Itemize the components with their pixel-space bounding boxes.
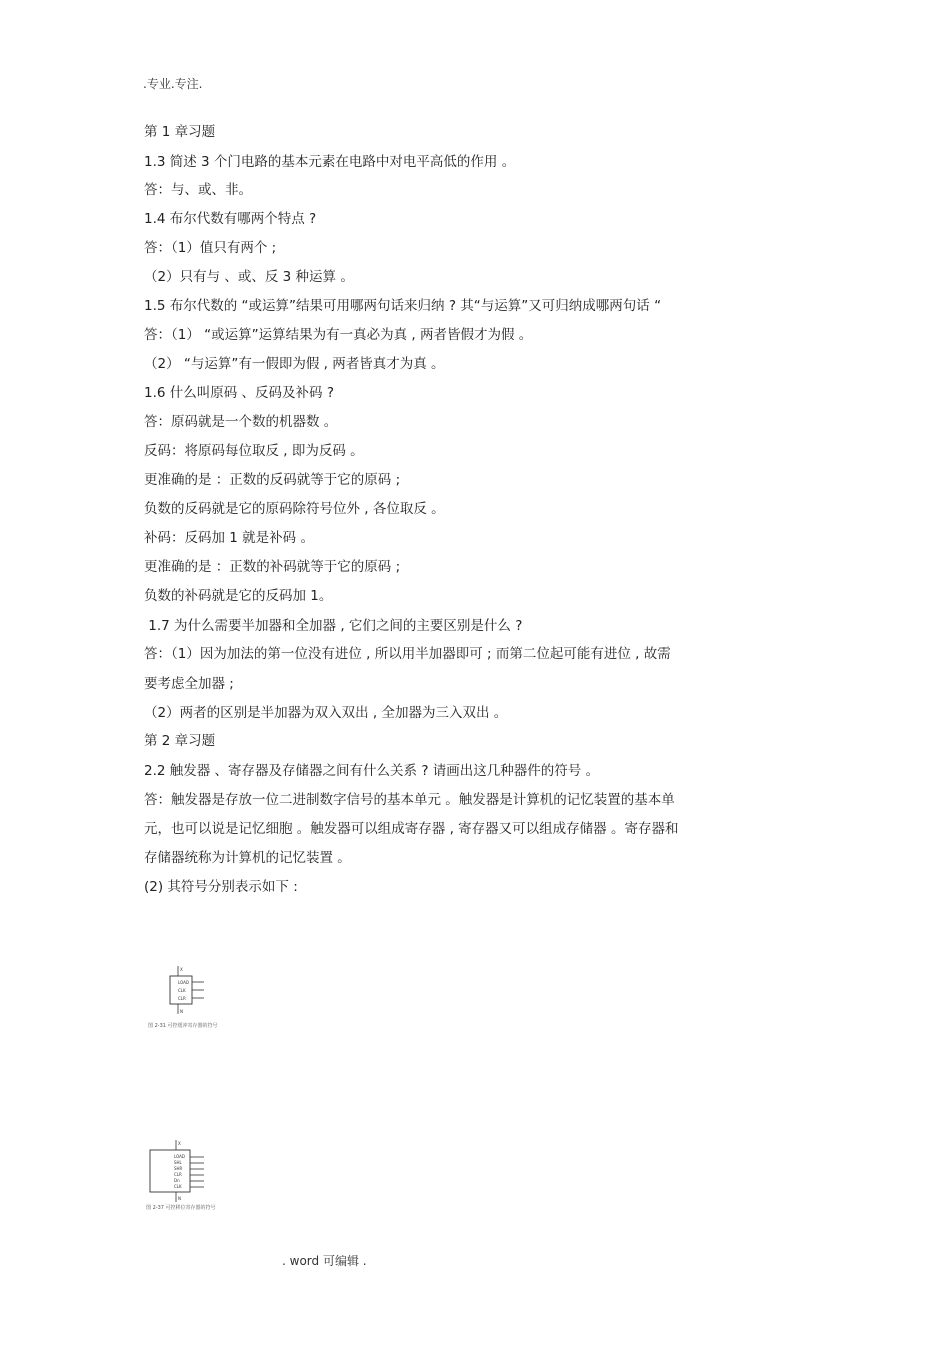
answer-1-3: 答：与、或、非。 [144, 182, 252, 198]
answer-1-5-part-2: （2） “与运算”有一假即为假 , 两者皆真才为真 。 [144, 356, 445, 372]
pin-label: N [180, 1009, 183, 1014]
page-header: .专业.专注. [143, 77, 203, 91]
answer-1-5-part-1: 答：（1） “或运算”运算结果为有一真必为真 , 两者皆假才为假 。 [144, 327, 533, 343]
answer-2-2-line-3: 存储器统称为计算机的记忆装置 。 [144, 850, 351, 866]
answer-1-7-line-1: 答：（1）因为加法的第一位没有进位 , 所以用半加器即可 ; 而第二位起可能有进位 , 故需 [144, 646, 671, 662]
answer-1-6-line-2: 反码：将原码每位取反 , 即为反码 。 [144, 443, 364, 459]
chapter-1-heading: 第 1 章习题 [144, 124, 216, 140]
signal-label: CLR [178, 996, 186, 1001]
answer-1-4-part-2: （2）只有与 、或、反 3 种运算 。 [144, 269, 354, 285]
question-1-7: 1.7 为什么需要半加器和全加器 , 它们之间的主要区别是什么 ? [144, 618, 523, 634]
page-footer: . word 可编辑 . [282, 1254, 367, 1268]
pin-label: X [180, 967, 183, 972]
signal-label: SHR [174, 1166, 183, 1171]
symbols-intro: (2) 其符号分别表示如下 : [144, 879, 298, 895]
shift-register-symbol [146, 1140, 210, 1202]
answer-1-6-line-4: 负数的反码就是它的原码除符号位外 , 各位取反 。 [144, 501, 445, 517]
figure-caption: 图 2-31 可控缓冲寄存器的符号 [148, 1023, 218, 1029]
signal-label: Dn [174, 1178, 180, 1183]
figure-caption: 图 2-37 可控移位寄存器的符号 [146, 1205, 216, 1211]
signal-label: LOAD [178, 980, 189, 985]
signal-label: CLK [174, 1184, 182, 1189]
chapter-2-heading: 第 2 章习题 [144, 733, 216, 749]
answer-2-2-line-2: 元，也可以说是记忆细胞 。触发器可以组成寄存器 , 寄存器又可以组成存储器 。寄存器和 [144, 821, 679, 837]
pin-label: X [178, 1141, 181, 1146]
answer-1-6-line-1: 答：原码就是一个数的机器数 。 [144, 414, 338, 430]
signal-label: CLK [178, 988, 186, 993]
answer-1-7-line-2: 要考虑全加器 ; [144, 676, 234, 692]
signal-label: LOAD [174, 1154, 185, 1159]
answer-1-7-line-3: （2）两者的区别是半加器为双入双出 , 全加器为三入双出 。 [144, 705, 508, 721]
question-2-2: 2.2 触发器 、寄存器及存储器之间有什么关系 ? 请画出这几种器件的符号 。 [144, 763, 600, 779]
question-1-3: 1.3 简述 3 个门电路的基本元素在电路中对电平高低的作用 。 [144, 154, 516, 170]
answer-2-2-line-1: 答：触发器是存放一位二进制数字信号的基本单元 。触发器是计算机的记忆装置的基本单 [144, 792, 675, 808]
signal-label: SHL [174, 1160, 182, 1165]
question-1-4: 1.4 布尔代数有哪两个特点 ? [144, 211, 317, 227]
question-1-6: 1.6 什么叫原码 、反码及补码 ? [144, 385, 335, 401]
signal-label: CLR [174, 1172, 182, 1177]
answer-1-4-part-1: 答：（1）值只有两个 ; [144, 240, 277, 256]
answer-1-6-line-6: 更准确的是 ：正数的补码就等于它的原码 ; [144, 559, 401, 575]
answer-1-6-line-3: 更准确的是 ：正数的反码就等于它的原码 ; [144, 472, 401, 488]
figure-buffer-register [148, 966, 218, 1029]
pin-label: N [178, 1196, 181, 1201]
figure-shift-register [146, 1140, 216, 1211]
buffer-register-symbol [148, 966, 208, 1020]
answer-1-6-line-7: 负数的补码就是它的反码加 1。 [144, 588, 333, 604]
question-1-5: 1.5 布尔代数的 “或运算”结果可用哪两句话来归纳 ? 其“与运算”又可归纳成哪两句话 “ [144, 298, 662, 314]
answer-1-6-line-5: 补码：反码加 1 就是补码 。 [144, 530, 314, 546]
